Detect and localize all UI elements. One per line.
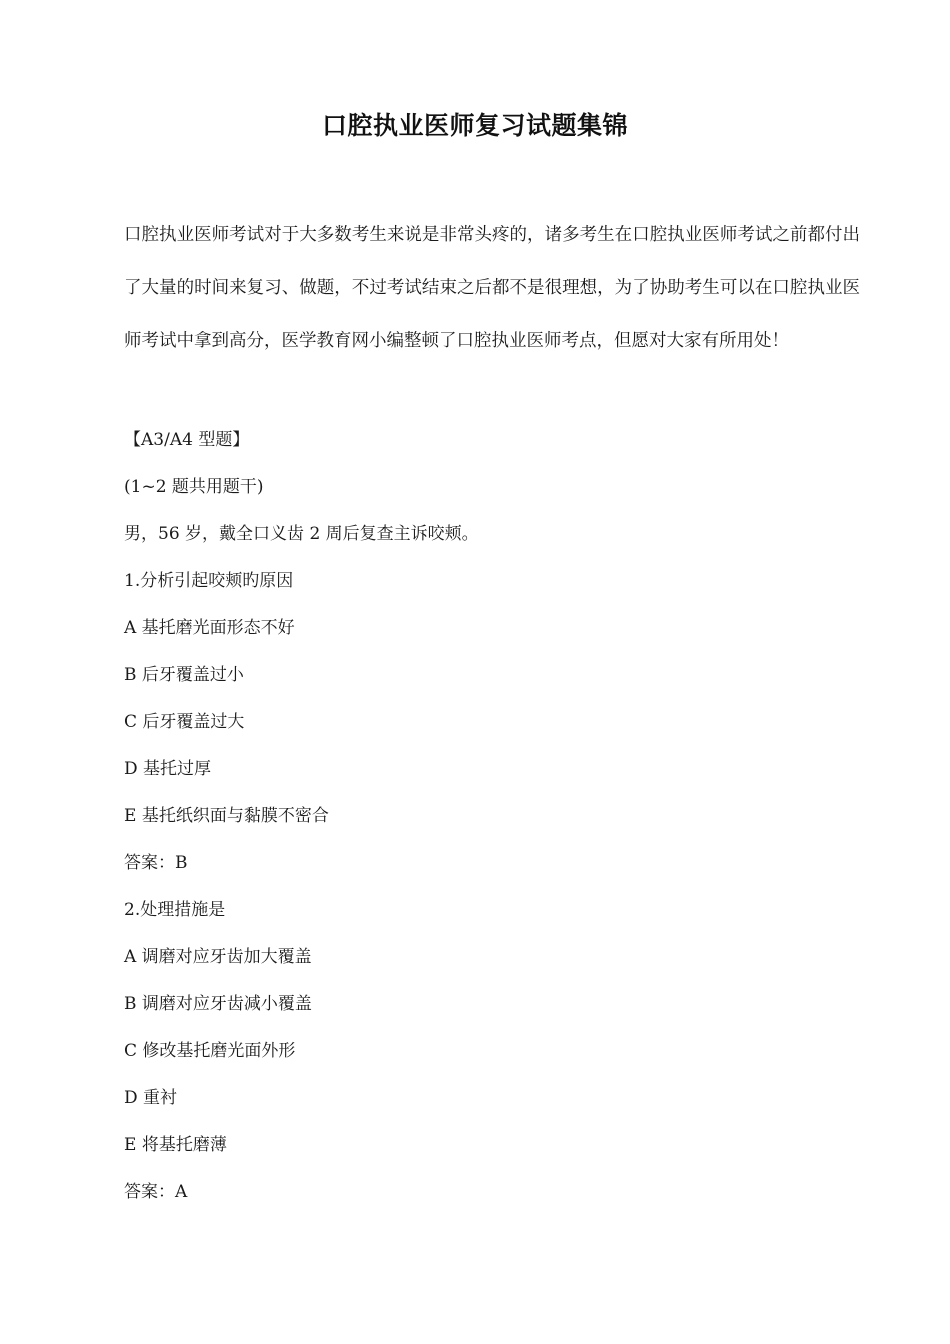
question-2-answer: 答案：A xyxy=(124,1182,188,1202)
intro-paragraph: 口腔执业医师考试对于大多数考生来说是非常头疼的，诸多考生在口腔执业医师考试之前都付出了大量的时间来复习、做题，不过考试结束之后都不是很理想，为了协助考生可以在口腔执业医师考试中拿到高分，医学教育网小编整顿了口腔执业医师考点，但愿对大家有所用处！ xyxy=(124,225,860,351)
question-1-option-c: C 后牙覆盖过大 xyxy=(124,712,245,732)
document-title: 口腔执业医师复习试题集锦 xyxy=(321,111,628,140)
question-1-option-b: B 后牙覆盖过小 xyxy=(124,665,244,685)
group-note: (1~2 题共用题干) xyxy=(124,477,264,497)
question-2-option-b: B 调磨对应牙齿减小覆盖 xyxy=(124,994,312,1014)
question-2-option-a: A 调磨对应牙齿加大覆盖 xyxy=(124,947,312,967)
question-1-stem: 1.分析引起咬颊旳原因 xyxy=(124,571,294,591)
case-stem: 男，56 岁，戴全口义齿 2 周后复查主诉咬颊。 xyxy=(124,524,479,544)
question-2-option-e: E 将基托磨薄 xyxy=(124,1135,227,1155)
question-2-option-d: D 重衬 xyxy=(124,1088,178,1108)
question-1-option-d: D 基托过厚 xyxy=(124,759,212,779)
section-heading: 【A3/A4 型题】 xyxy=(124,430,250,450)
question-section xyxy=(124,417,860,1216)
question-2-option-c: C 修改基托磨光面外形 xyxy=(124,1041,296,1061)
question-1-answer: 答案：B xyxy=(124,853,188,873)
question-1-option-e: E 基托纸织面与黏膜不密合 xyxy=(124,806,329,826)
question-1-option-a: A 基托磨光面形态不好 xyxy=(124,618,295,638)
question-2-stem: 2.处理措施是 xyxy=(124,900,226,920)
